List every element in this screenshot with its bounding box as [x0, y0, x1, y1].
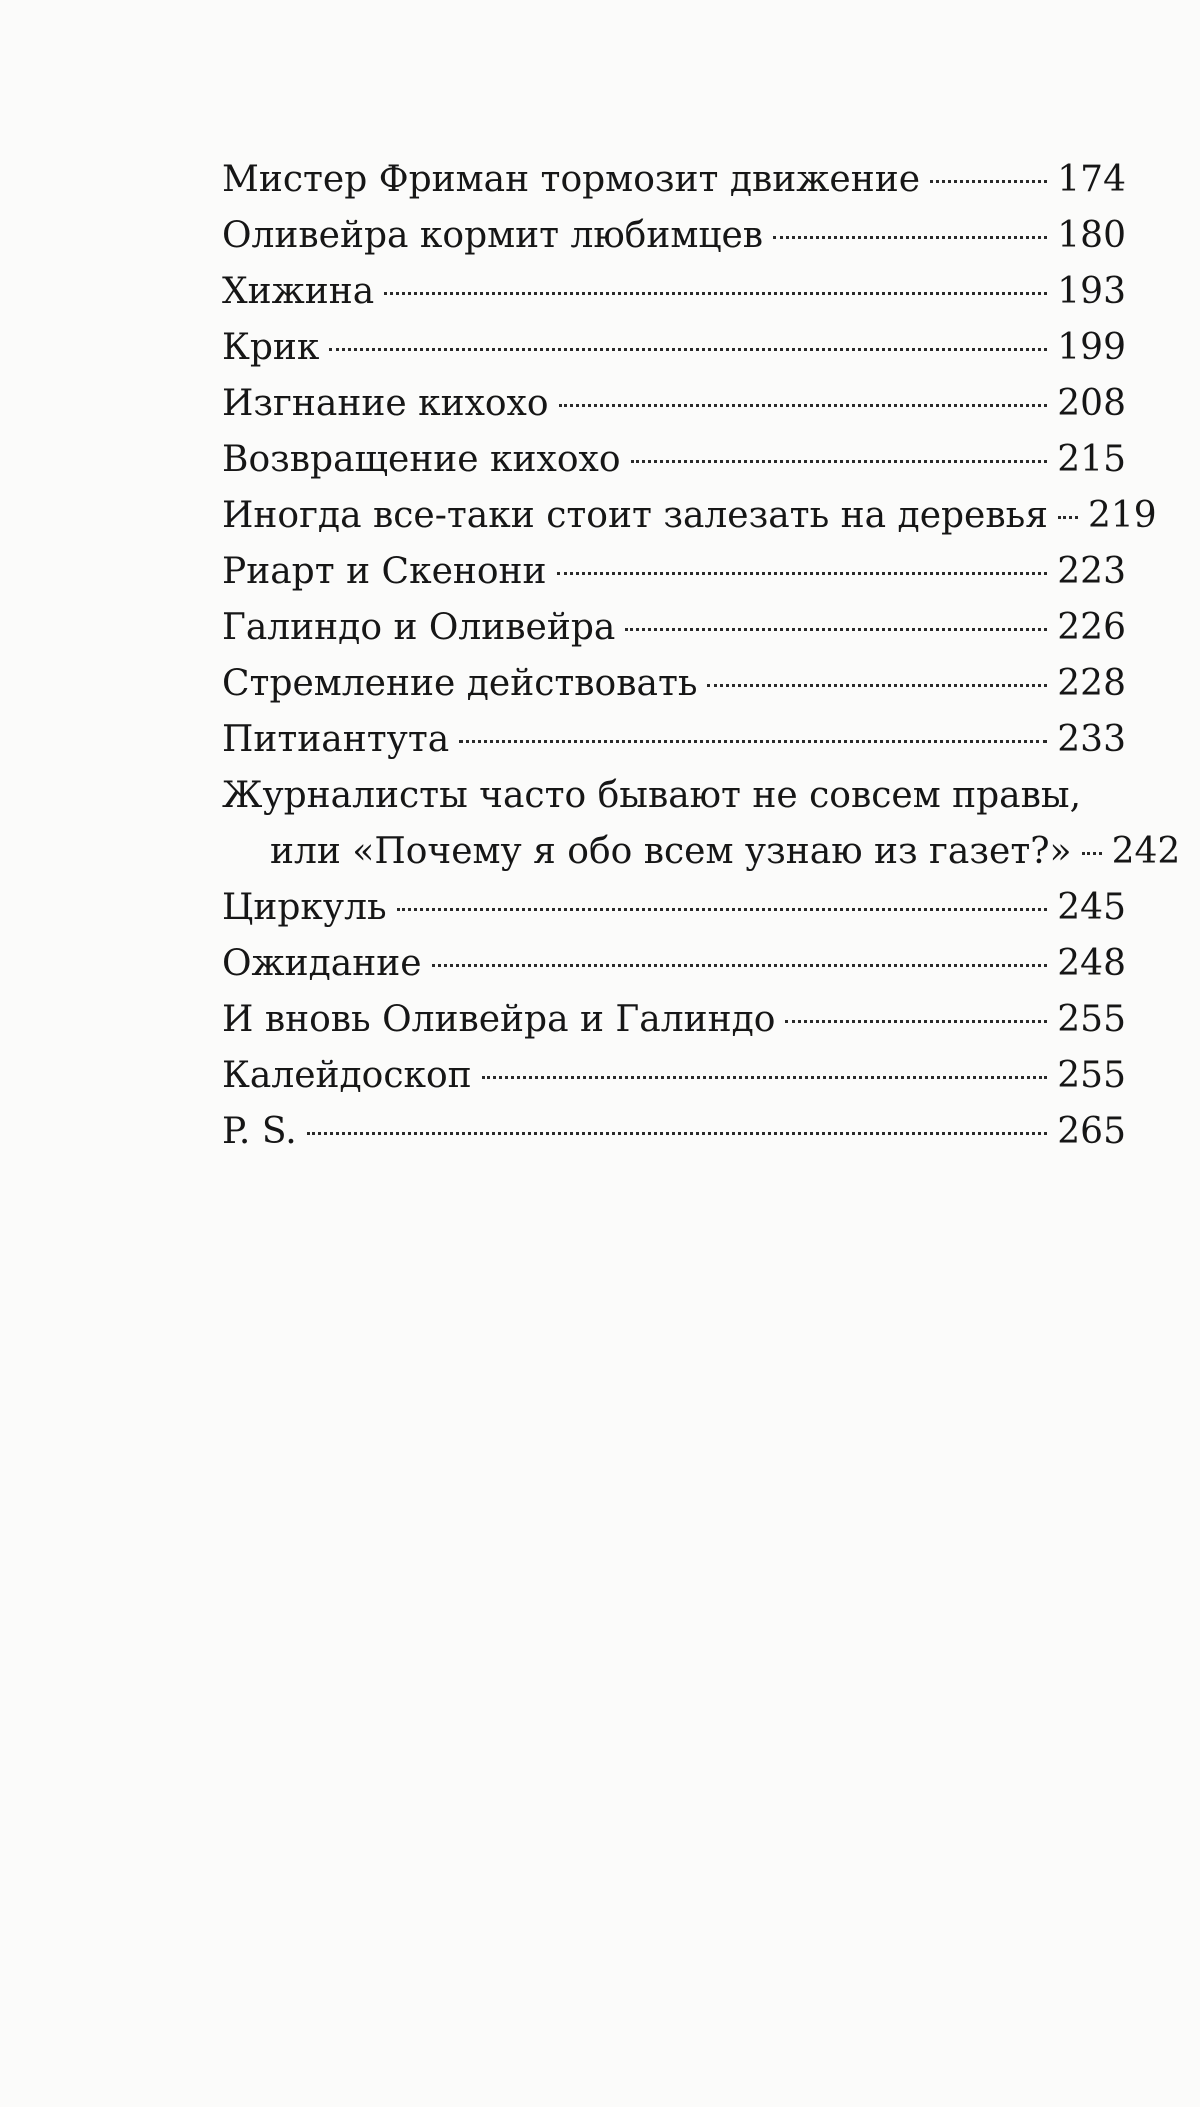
toc-entry: [0, 768, 1200, 824]
toc-entry: [0, 656, 1200, 712]
dot-leader: [1058, 516, 1078, 519]
dot-leader: [307, 1132, 1048, 1135]
toc-entry-title: Журналисты часто бывают не совсем правы,: [222, 775, 1082, 816]
toc-entry-page: 215: [1057, 439, 1126, 480]
toc-entry: [0, 712, 1200, 768]
toc-entry-page: 219: [1087, 495, 1157, 536]
toc-entry-page: 199: [1057, 327, 1126, 368]
toc-entry-page: 223: [1057, 551, 1126, 592]
toc-entry-title: Хижина: [222, 271, 375, 312]
toc-entry-page: 242: [1111, 831, 1181, 872]
dot-leader: [1082, 852, 1102, 855]
toc-entry-title: Крик: [222, 327, 320, 368]
toc-entry-page: 265: [1057, 1111, 1126, 1152]
toc-entry: [0, 824, 1200, 880]
toc-entry-title: Риарт и Скенони: [222, 551, 547, 592]
toc-entry: [0, 936, 1200, 992]
toc-entry: [0, 1104, 1200, 1160]
toc-entry-page: 255: [1057, 1055, 1126, 1096]
toc-entry: [0, 376, 1200, 432]
dot-leader: [384, 292, 1047, 295]
dot-leader: [707, 684, 1047, 687]
toc-entry-title: И вновь Оливейра и Галиндо: [222, 999, 776, 1040]
toc-entry-title: Изгнание кихохо: [222, 383, 549, 424]
toc-entry: [0, 208, 1200, 264]
toc-entry-page: 233: [1057, 719, 1126, 760]
dot-leader: [930, 180, 1047, 183]
toc-entry: [0, 432, 1200, 488]
dot-leader: [625, 628, 1047, 631]
toc-entry: [0, 1048, 1200, 1104]
toc-entry-page: 248: [1057, 943, 1126, 984]
toc-entry: [0, 992, 1200, 1048]
dot-leader: [432, 964, 1048, 967]
toc-entry-title: Циркуль: [222, 887, 387, 928]
toc-entry-title: P. S.: [222, 1111, 297, 1152]
toc-entry-title: или «Почему я обо всем узнаю из газет?»: [270, 831, 1072, 872]
toc-entry: [0, 152, 1200, 208]
dot-leader: [482, 1076, 1048, 1079]
toc-entry-page: 245: [1057, 887, 1126, 928]
dot-leader: [557, 572, 1048, 575]
dot-leader: [631, 460, 1048, 463]
toc-entry: [0, 600, 1200, 656]
dot-leader: [397, 908, 1048, 911]
dot-leader: [329, 348, 1047, 351]
toc-entry-title: Возвращение кихохо: [222, 439, 621, 480]
toc-entry: [0, 264, 1200, 320]
toc-entry-title: Иногда все-таки стоит залезать на деревья: [222, 495, 1048, 536]
toc-entry-page: 193: [1057, 271, 1126, 312]
toc-entry-page: 226: [1057, 607, 1126, 648]
dot-leader: [785, 1020, 1047, 1023]
toc-entry-title: Питиантута: [222, 719, 450, 760]
dot-leader: [459, 740, 1047, 743]
toc-entry-page: 180: [1057, 215, 1126, 256]
toc-entry: [0, 488, 1200, 544]
toc-entry-title: Стремление действовать: [222, 663, 698, 704]
dot-leader: [773, 236, 1047, 239]
toc-entry-title: Калейдоскоп: [222, 1055, 472, 1096]
dot-leader: [559, 404, 1048, 407]
toc-entry: [0, 320, 1200, 376]
toc-entry-page: 174: [1057, 159, 1126, 200]
toc-entry-title: Оливейра кормит любимцев: [222, 215, 764, 256]
toc-entry-page: 228: [1057, 663, 1126, 704]
toc-entry: [0, 880, 1200, 936]
toc-entry-title: Мистер Фриман тормозит движение: [222, 159, 920, 200]
toc-entry-title: Ожидание: [222, 943, 422, 984]
toc-entry: [0, 544, 1200, 600]
toc-entry-title: Галиндо и Оливейра: [222, 607, 616, 648]
toc-entry-page: 208: [1057, 383, 1126, 424]
toc-entry-page: 255: [1057, 999, 1126, 1040]
